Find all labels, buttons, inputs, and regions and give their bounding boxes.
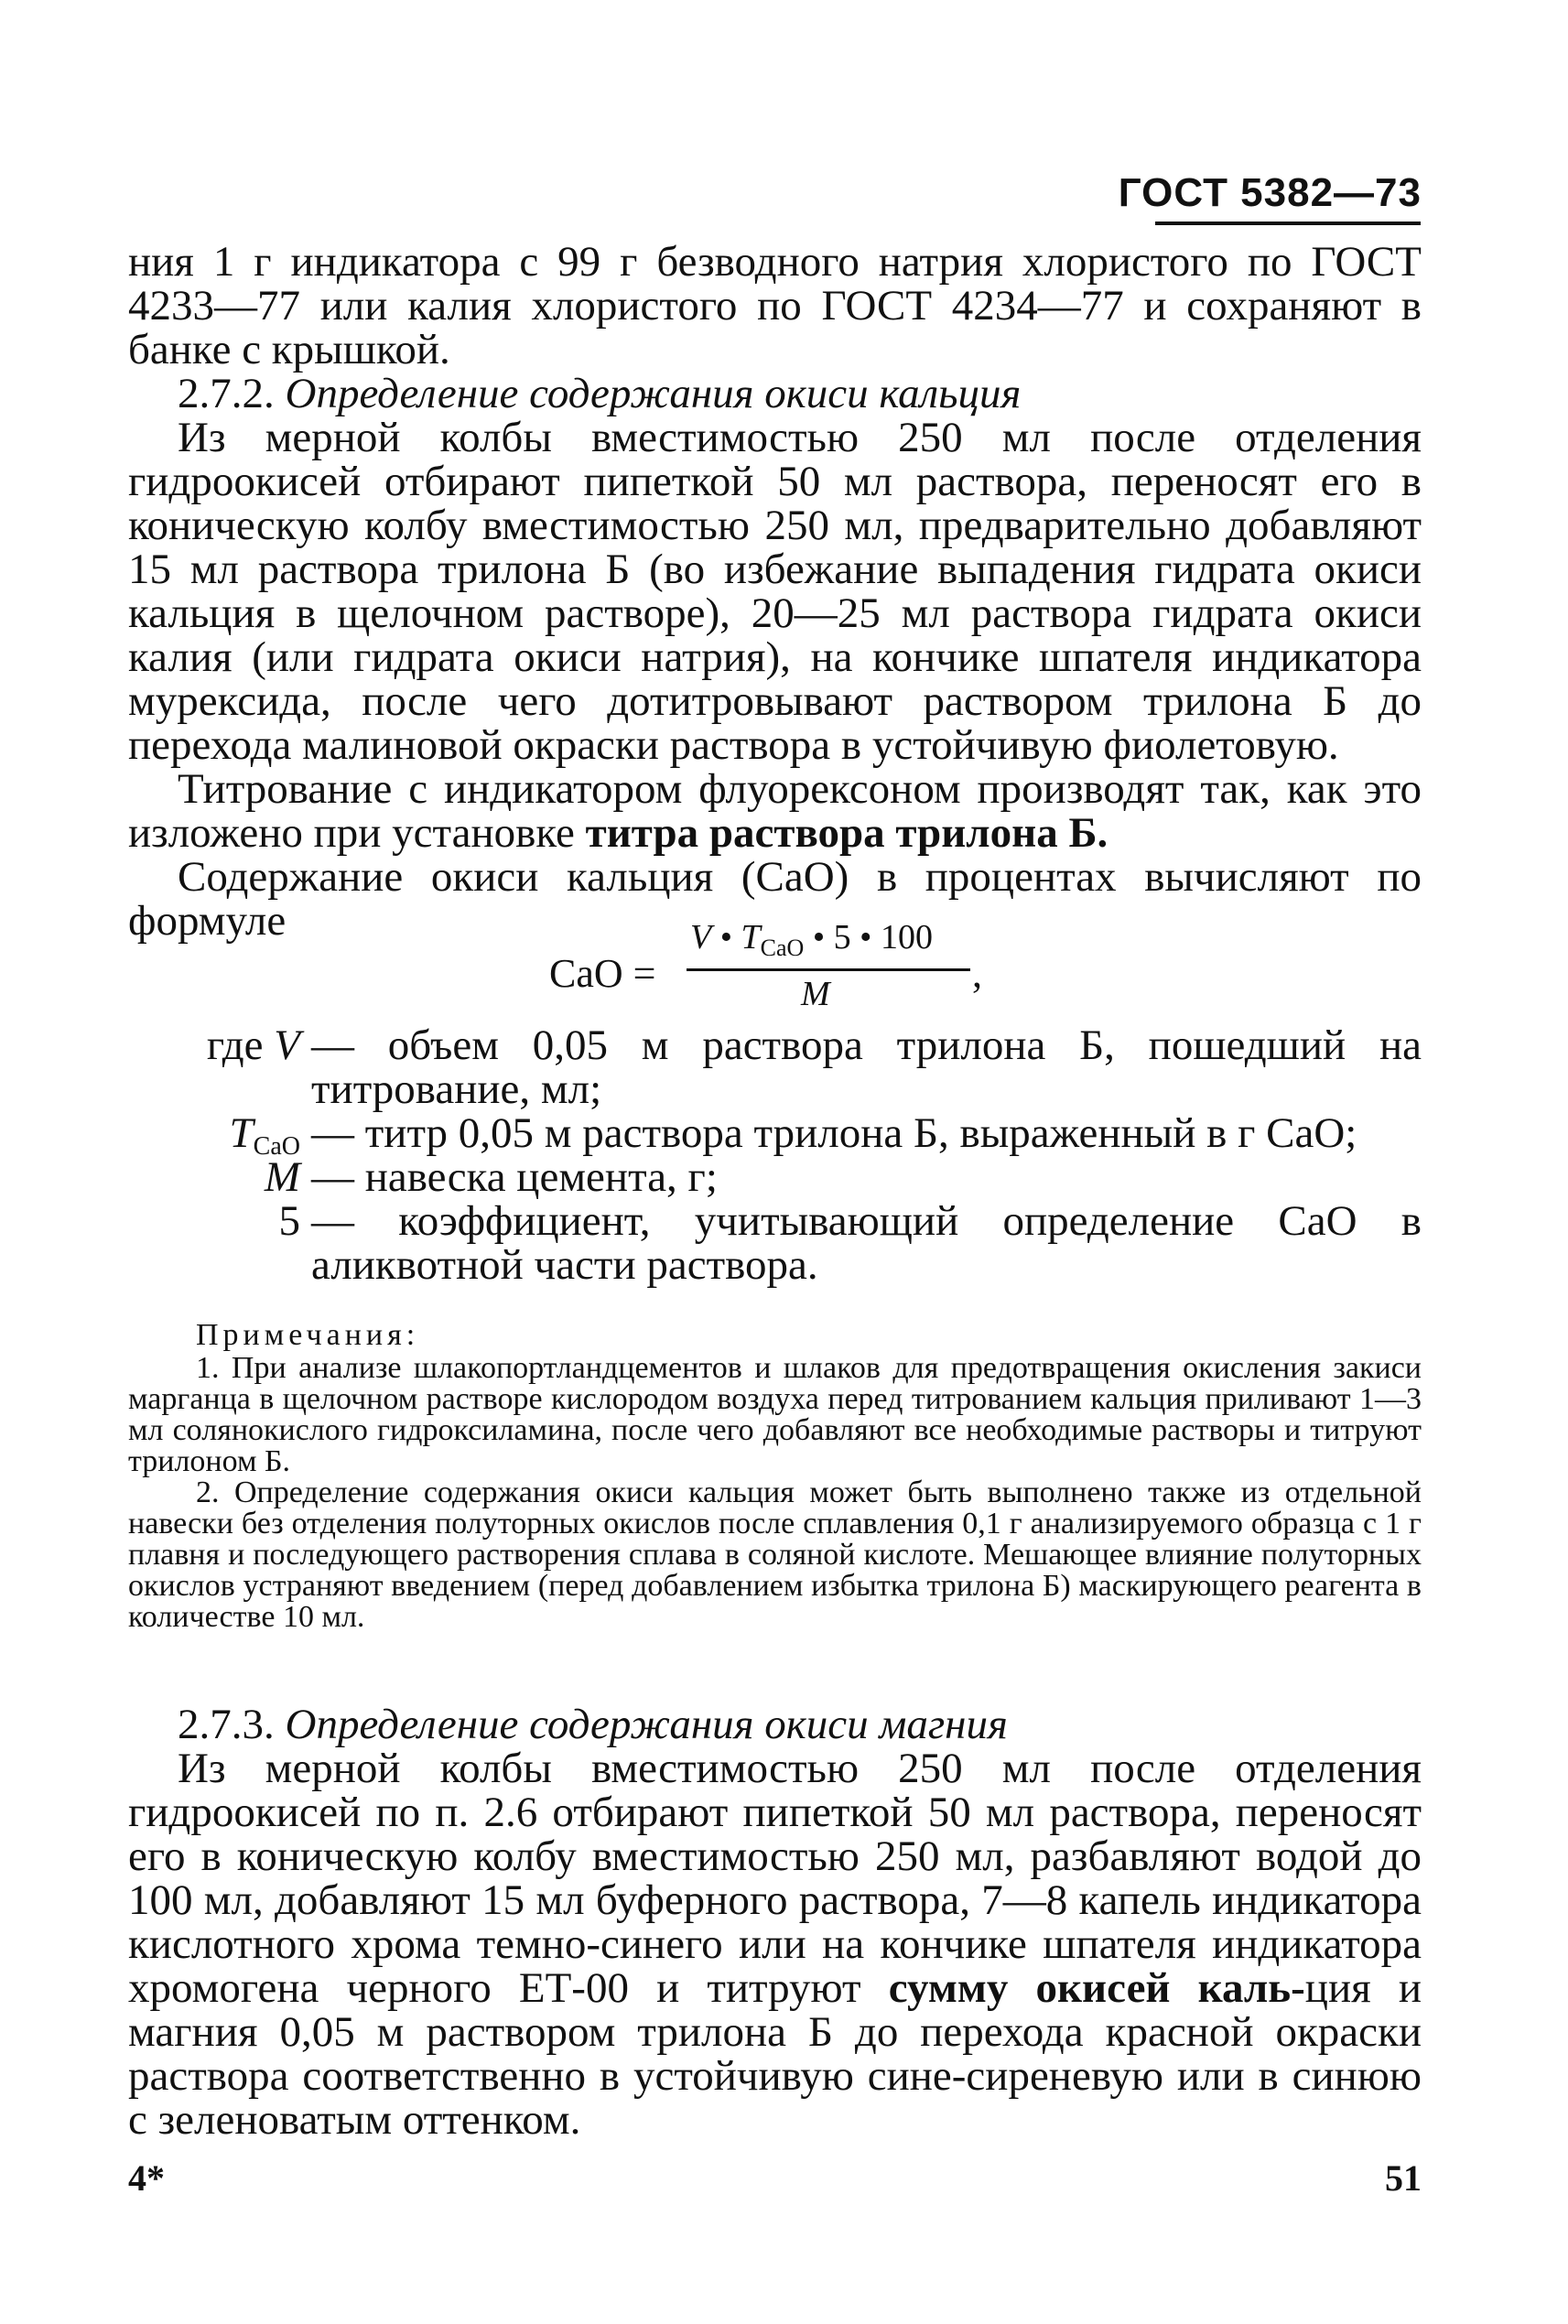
note-2: 2. Определение содержания окиси кальция может быть выполнено также из отдельной навески без отделения полуторных окислов после сплавления 0,1 г анализируемого образца с 1 г плавня и последующего растворения сплава в соляной кислоте. Мешающее влияние полуторных окислов устраняют введением (перед добавлением избытка трилона Б) маскирующего реагента в количестве 10 мл. bbox=[128, 1475, 1422, 1634]
paragraph-magnesium-end: ция и магния 0,05 м раствором трилона Б до перехода красной окраски раствора соответственно в устойчивую сине-сиреневую или в синюю с зеленоватым оттенком. bbox=[128, 1964, 1422, 2144]
main-text-upper bbox=[128, 240, 1422, 943]
fraction-bar bbox=[687, 968, 970, 971]
definition-k-symbol: 5 bbox=[278, 1197, 300, 1245]
notes-block bbox=[128, 1320, 1422, 1633]
definition-m-symbol: M bbox=[264, 1153, 300, 1201]
paragraph-magnesium-bold: сумму окисей каль- bbox=[888, 1964, 1305, 2012]
signature-mark: 4* bbox=[128, 2157, 165, 2199]
definition-t bbox=[128, 1109, 1422, 1161]
cao-formula bbox=[549, 917, 1098, 1027]
symbol-t-subscript: CaO bbox=[253, 1132, 300, 1161]
formula-dot: • bbox=[711, 918, 741, 957]
formula-comma: , bbox=[972, 951, 982, 996]
paragraph-formula-intro: Содержание окиси кальция (CaO) в процентах вычисляют по формуле bbox=[128, 853, 1422, 945]
definition-v-symbol bbox=[128, 1023, 300, 1067]
main-text-lower bbox=[128, 1702, 1422, 2142]
paragraph-titration-bold: титра раствора трилона Б. bbox=[585, 809, 1108, 857]
formula-t-subscript: CaO bbox=[760, 935, 805, 961]
section-title: Определение содержания окиси кальция bbox=[285, 370, 1022, 417]
section-heading-2-7-2 bbox=[128, 372, 1422, 416]
paragraph-titration-text: Титрование с индикатором флуорексоном производят так, как это изложено при установке bbox=[128, 765, 1422, 857]
formula-denominator: M bbox=[801, 975, 830, 1013]
section-heading-2-7-3 bbox=[128, 1702, 1422, 1746]
section-number: 2.7.3. bbox=[178, 1701, 275, 1748]
standard-code: ГОСТ 5382—73 bbox=[1118, 170, 1422, 215]
notes-title: Примечания: bbox=[196, 1318, 420, 1352]
definition-m bbox=[128, 1155, 1422, 1199]
section-title: Определение содержания окиси магния bbox=[285, 1701, 1008, 1748]
paragraph-magnesium-text: Из мерной колбы вместимостью 250 мл после отделения гидроокисей по п. 2.6 отбирают пипеткой 50 мл раствора, переносят его в коническую колбу вместимостью 250 мл, разбавляют водой до 100 мл, добавляют 15 мл буферного раствора, 7—8 капель индикатора кислотного хрома темно-синего или на кончике шпателя индикатора хромогена черного ЕТ-00 и титруют bbox=[128, 1745, 1422, 2012]
paragraph-continuation: ния 1 г индикатора с 99 г безводного натрия хлористого по ГОСТ 4233—77 или калия хлористого по ГОСТ 4234—77 и сохраняют в банке с крышкой. bbox=[128, 238, 1422, 373]
definition-v-text: — объем 0,05 м раствора трилона Б, пошедший на титрование, мл; bbox=[311, 1021, 1422, 1113]
definition-t-text: — титр 0,05 м раствора трилона Б, выраженный в г CaO; bbox=[311, 1109, 1357, 1157]
definition-v bbox=[128, 1023, 1422, 1111]
paragraph-magnesium-procedure bbox=[128, 1746, 1422, 2142]
header-rule bbox=[1155, 222, 1421, 225]
definition-intro: где bbox=[206, 1021, 264, 1069]
section-number: 2.7.2. bbox=[178, 370, 275, 417]
note-1: 1. При анализе шлакопортландцементов и шлаков для предотвращения окисления закиси марганца в щелочном растворе кислородом воздуха перед титрованием кальция приливают 1—3 мл солянокислого гидроксиламина, после чего добавляют все необходимые растворы и титруют трилоном Б. bbox=[128, 1351, 1422, 1478]
definition-k-text: — коэффициент, учитывающий определение CaO в аликвотной части раствора. bbox=[311, 1197, 1422, 1289]
formula-v: V bbox=[690, 918, 712, 957]
formula-numerator-rest: • 5 • 100 bbox=[804, 918, 933, 957]
formula-definitions bbox=[128, 1023, 1422, 1287]
page-number: 51 bbox=[1385, 2157, 1422, 2199]
symbol-t: T bbox=[229, 1109, 254, 1157]
definition-k bbox=[128, 1199, 1422, 1287]
paragraph-calcium-procedure: Из мерной колбы вместимостью 250 мл после отделения гидроокисей отбирают пипеткой 50 мл раствора, переносят его в коническую колбу вместимостью 250 мл, предварительно добавляют 15 мл раствора трилона Б (во избежание выпадения гидрата окиси кальция в щелочном растворе), 20—25 мл раствора гидрата окиси калия (или гидрата окиси натрия), на кончике шпателя индикатора мурексида, после чего дотитровывают раствором трилона Б до перехода малиновой окраски раствора в устойчивую фиолетовую. bbox=[128, 414, 1422, 769]
paragraph-titration bbox=[128, 767, 1422, 855]
formula-numerator bbox=[690, 917, 933, 962]
formula-lhs: CaO = bbox=[549, 951, 656, 996]
symbol-v: V bbox=[274, 1021, 300, 1069]
formula-t: T bbox=[741, 918, 761, 957]
definition-m-text: — навеска цемента, г; bbox=[311, 1153, 718, 1201]
